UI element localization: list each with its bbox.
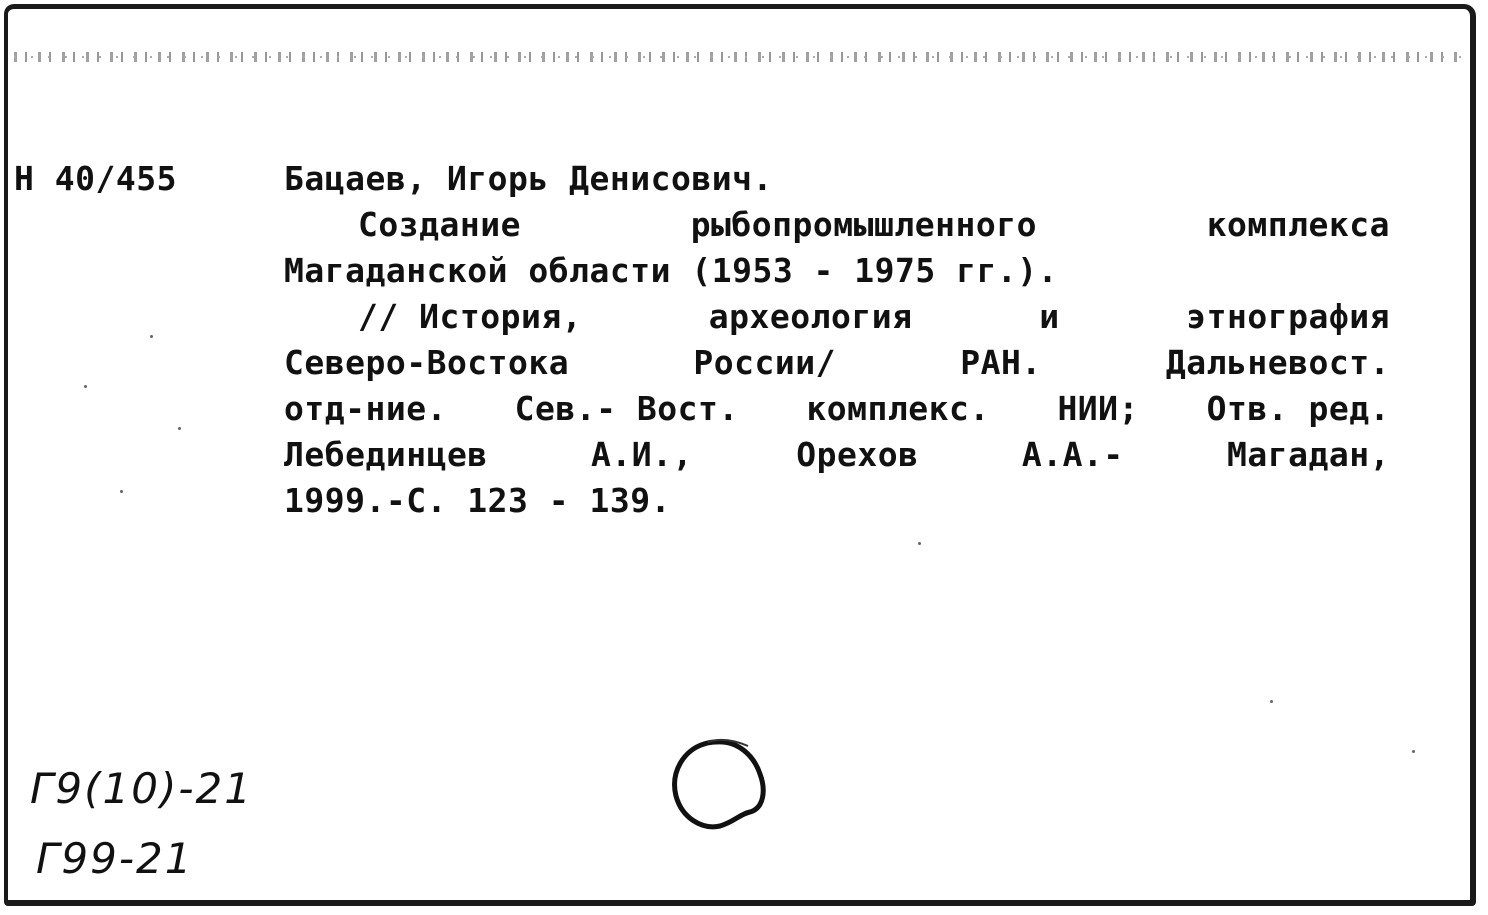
source-line-1 bbox=[284, 294, 1390, 340]
speck bbox=[1412, 750, 1415, 753]
word: комплекса bbox=[1206, 205, 1390, 244]
perforation-dotted-line bbox=[14, 52, 1462, 62]
word: РАН. bbox=[960, 343, 1042, 382]
speck bbox=[84, 385, 87, 388]
word: рыбопромышленного bbox=[690, 205, 1037, 244]
word: А.И., bbox=[591, 435, 693, 474]
word: Лебединцев bbox=[284, 435, 488, 474]
source-line-2 bbox=[284, 340, 1390, 386]
source-line-5: 1999.-С. 123 - 139. bbox=[284, 481, 671, 520]
word: Дальневост. bbox=[1165, 343, 1390, 382]
call-number: Н 40/455 bbox=[14, 159, 177, 198]
word: этнография bbox=[1186, 297, 1390, 336]
author-line: Бацаев, Игорь Денисович. bbox=[284, 159, 773, 198]
bibliographic-entry bbox=[284, 156, 1390, 524]
word: Орехов bbox=[796, 435, 919, 474]
word: Северо-Востока bbox=[284, 343, 570, 382]
speck bbox=[1270, 700, 1273, 703]
speck bbox=[150, 335, 153, 338]
word: Сев.- Вост. bbox=[514, 389, 739, 428]
speck bbox=[918, 542, 921, 545]
speck bbox=[120, 490, 123, 493]
word: археология bbox=[708, 297, 913, 336]
speck bbox=[178, 427, 181, 430]
word: комплекс. bbox=[806, 389, 990, 428]
word: отд-ние. bbox=[284, 389, 447, 428]
word: // История, bbox=[358, 297, 583, 336]
word: и bbox=[1039, 297, 1060, 336]
word: России/ bbox=[693, 343, 836, 382]
handwritten-class-note-1: Г9(10)-21 bbox=[30, 764, 253, 813]
source-line-3 bbox=[284, 386, 1390, 432]
word: Магадан, bbox=[1227, 435, 1390, 474]
word: Отв. ред. bbox=[1206, 389, 1390, 428]
title-line-1 bbox=[284, 202, 1390, 248]
word: НИИ; bbox=[1057, 389, 1139, 428]
punch-hole-icon bbox=[664, 730, 774, 840]
title-line-2: Магаданской области (1953 - 1975 гг.). bbox=[284, 251, 1058, 290]
source-line-4 bbox=[284, 432, 1390, 478]
handwritten-class-note-2: Г99-21 bbox=[36, 834, 194, 883]
word: Создание bbox=[358, 205, 521, 244]
word: А.А.- bbox=[1021, 435, 1124, 474]
